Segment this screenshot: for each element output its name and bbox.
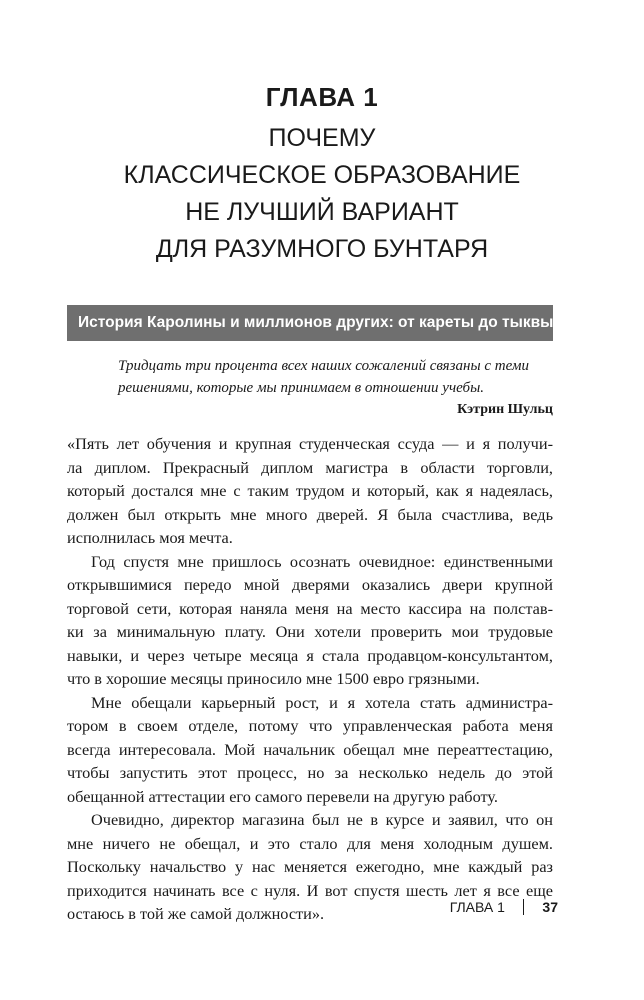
text-line: открывшимися передо мной дверями оказались двери крупной [67,575,553,594]
chapter-label: ГЛАВА 1 [265,82,379,112]
chapter-title [0,120,644,268]
text-line: ки за минимальную плату. Они хотели проверить мои трудовые [67,622,553,641]
page-number: 37 [542,899,558,915]
text-line: тором в своем отделе, потому что управленческая работа меня [67,716,553,735]
chapter-title-line: ПОЧЕМУ [268,124,376,152]
section-heading: История Каролины и миллионов других: от кареты до тыквы [67,305,553,341]
epigraph [118,355,553,399]
text-line: ла диплом. Прекрасный диплом магистра в области торговли, [67,457,553,477]
text-line: остаюсь в той же самой должности». [67,904,325,923]
chapter-title-line: КЛАССИЧЕСКОЕ ОБРАЗОВАНИЕ [123,161,521,189]
text-line: мне ничего не обещал, и это стало для меня холодным душем. [67,833,553,853]
body-text [67,432,553,926]
text-line: «Пять лет обучения и крупная студенческая ссуда — и я получи- [67,434,553,453]
text-line: торговой сети, которая наняла меня на место кассира на полстав- [67,598,553,618]
text-line: должен был открыть мне много дверей. Я была счастлива, ведь [67,504,553,524]
text-line: приходится начинать все с нуля. И вот спустя шесть лет я все еще [67,880,553,900]
epigraph-line: Тридцать три процента всех наших сожалений связаны с теми [118,358,529,374]
text-line: который достался мне с таким трудом и который, как я надеялась, [67,481,553,500]
text-line: Очевидно, директор магазина был не в курсе и заявил, что он [91,810,553,829]
footer-divider [523,899,525,915]
page-footer [450,897,558,917]
text-line: Мне обещали карьерный рост, и я хотела стать администра- [91,692,553,712]
text-line: исполнилась моя мечта. [67,528,233,547]
text-line: всегда интересовала. Мой начальник обещал мне переаттестацию, [67,739,553,759]
text-line: что в хорошие месяцы приносило мне 1500 евро грязными. [67,669,480,688]
running-footer-chapter: ГЛАВА 1 [449,899,505,915]
epigraph-author: Кэтрин Шульц [457,402,553,417]
text-line: навыки, и через четыре месяца я стала продавцом-консультантом, [67,645,553,665]
text-line: Год спустя мне пришлось осознать очевидное: единственными [91,551,553,571]
text-line: чтобы запустить этот процесс, но за несколько недель до этой [67,763,553,782]
text-line: обещанной аттестации его самого перевели на другую работу. [67,786,498,806]
chapter-title-line: НЕ ЛУЧШИЙ ВАРИАНТ [185,198,459,226]
chapter-title-line: ДЛЯ РАЗУМНОГО БУНТАРЯ [155,235,489,263]
epigraph-line: решениями, которые мы принимаем в отношении учебы. [118,380,485,396]
text-line: Поскольку начальство у нас меняется ежегодно, мне каждый раз [67,857,553,876]
